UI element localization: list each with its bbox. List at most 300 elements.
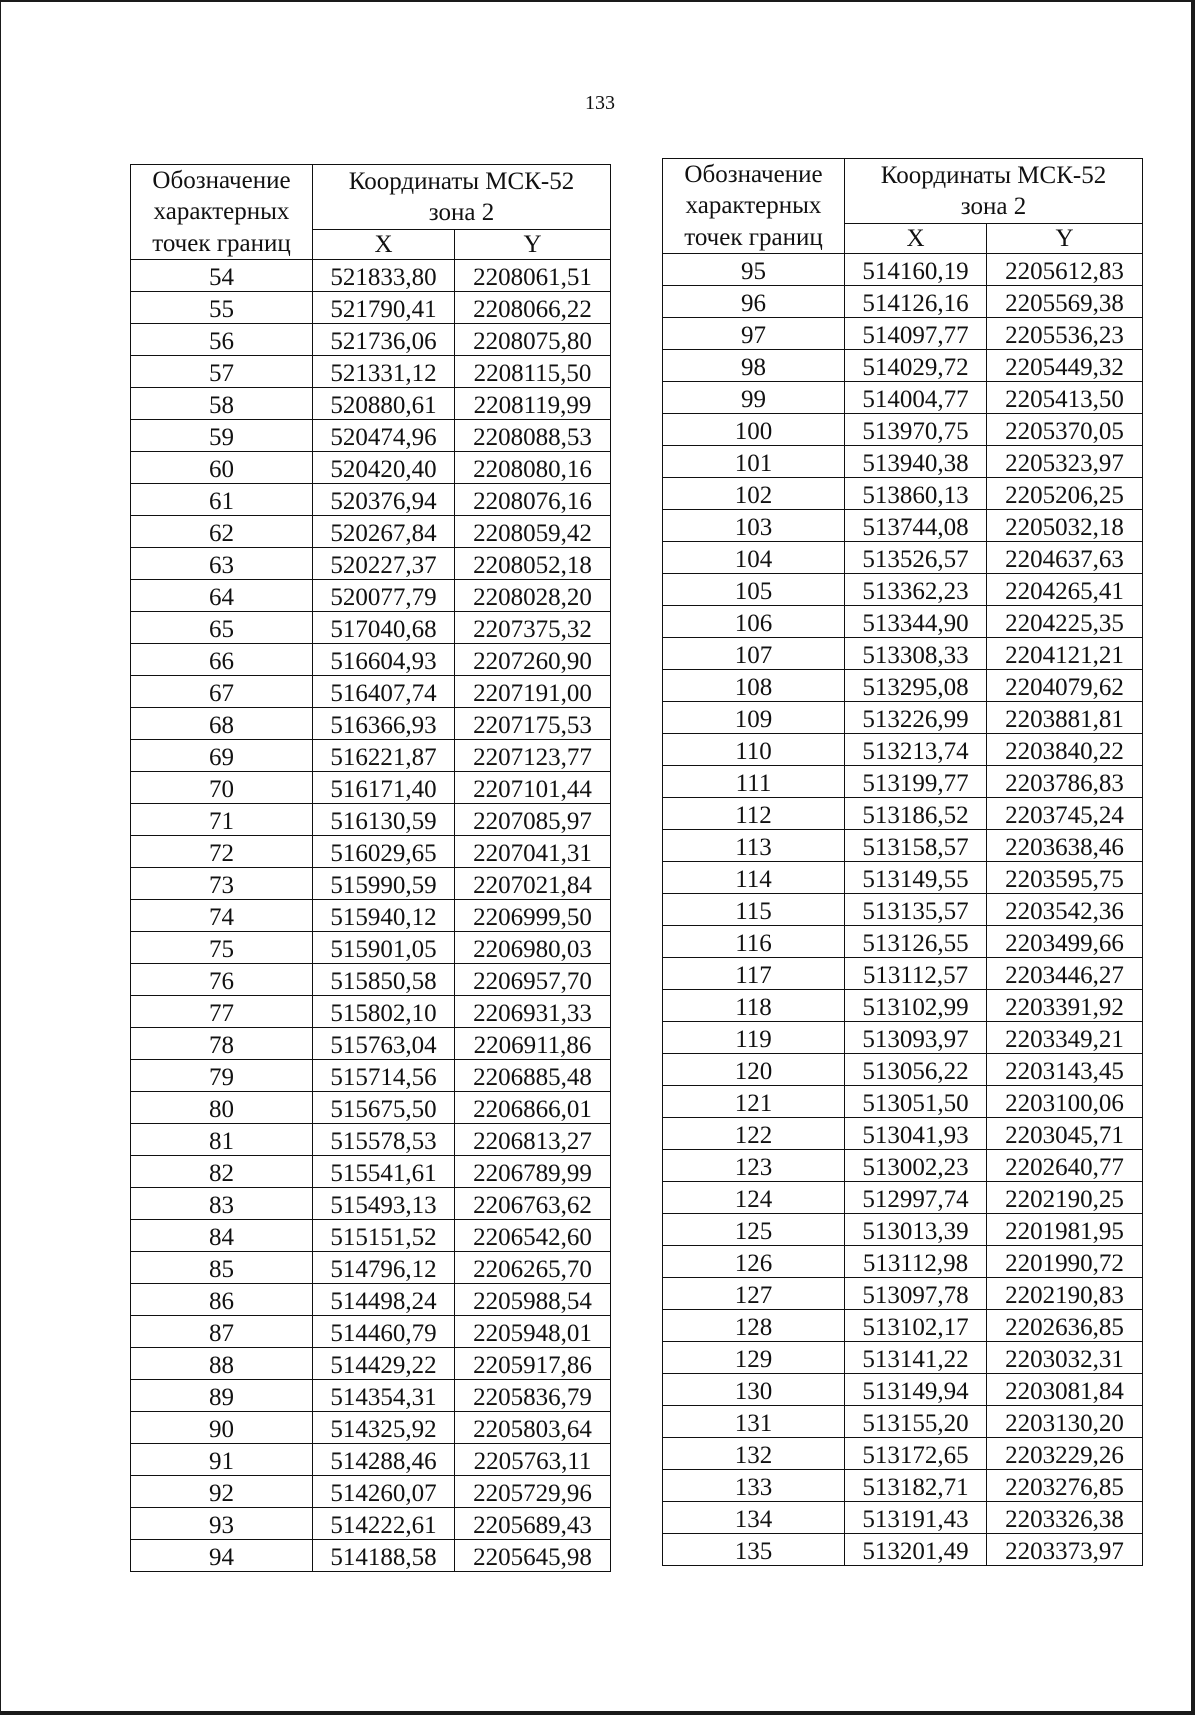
- y-coordinate-cell: 2207021,84: [455, 867, 611, 899]
- point-label-cell: 71: [131, 803, 313, 835]
- y-coordinate-cell: 2206789,99: [455, 1155, 611, 1187]
- y-coordinate-cell: 2208075,80: [455, 323, 611, 355]
- y-coordinate-cell: 2205536,23: [987, 317, 1143, 349]
- x-coordinate-cell: 514126,16: [845, 285, 987, 317]
- y-coordinate-cell: 2208119,99: [455, 387, 611, 419]
- table-row: [131, 483, 611, 515]
- point-label-cell: 90: [131, 1411, 313, 1443]
- y-coordinate-cell: 2206999,50: [455, 899, 611, 931]
- x-coordinate-cell: 521331,12: [313, 355, 455, 387]
- label-header-line: характерных: [685, 192, 822, 220]
- x-coordinate-cell: 513155,20: [845, 1405, 987, 1437]
- point-label-cell: 135: [663, 1533, 845, 1565]
- x-coordinate-cell: 521790,41: [313, 291, 455, 323]
- point-label-cell: 57: [131, 355, 313, 387]
- point-label-cell: 74: [131, 899, 313, 931]
- y-coordinate-cell: 2205569,38: [987, 285, 1143, 317]
- y-coordinate-cell: 2202190,83: [987, 1277, 1143, 1309]
- y-coordinate-cell: 2203638,46: [987, 829, 1143, 861]
- point-label-cell: 126: [663, 1245, 845, 1277]
- table-row: [663, 1181, 1143, 1213]
- point-label-cell: 68: [131, 707, 313, 739]
- x-coordinate-cell: 520267,84: [313, 515, 455, 547]
- y-coordinate-cell: 2203373,97: [987, 1533, 1143, 1565]
- table-row: [663, 349, 1143, 381]
- table-row: [663, 989, 1143, 1021]
- point-label-cell: 123: [663, 1149, 845, 1181]
- x-coordinate-cell: 515802,10: [313, 995, 455, 1027]
- table-row: [663, 829, 1143, 861]
- table-row: [131, 739, 611, 771]
- table-row: [131, 1059, 611, 1091]
- x-coordinate-cell: 513013,39: [845, 1213, 987, 1245]
- y-coordinate-cell: 2205836,79: [455, 1379, 611, 1411]
- point-label-cell: 108: [663, 669, 845, 701]
- y-coordinate-cell: 2207191,00: [455, 675, 611, 707]
- y-coordinate-cell: 2207260,90: [455, 643, 611, 675]
- point-label-cell: 80: [131, 1091, 313, 1123]
- x-coordinate-cell: 514460,79: [313, 1315, 455, 1347]
- x-coordinate-cell: 513135,57: [845, 893, 987, 925]
- table-row: [131, 291, 611, 323]
- y-coordinate-cell: 2203032,31: [987, 1341, 1143, 1373]
- y-coordinate-cell: 2203542,36: [987, 893, 1143, 925]
- x-coordinate-cell: 517040,68: [313, 611, 455, 643]
- label-header-line: точек границ: [152, 229, 291, 257]
- y-coordinate-cell: 2201981,95: [987, 1213, 1143, 1245]
- x-coordinate-cell: 516604,93: [313, 643, 455, 675]
- point-label-cell: 77: [131, 995, 313, 1027]
- table-row: [663, 1117, 1143, 1149]
- table-row: [663, 957, 1143, 989]
- table-row: [131, 899, 611, 931]
- y-coordinate-cell: 2203745,24: [987, 797, 1143, 829]
- point-label-cell: 132: [663, 1437, 845, 1469]
- table-row: [131, 1187, 611, 1219]
- point-label-cell: 100: [663, 413, 845, 445]
- point-label-cell: 83: [131, 1187, 313, 1219]
- y-coordinate-cell: 2201990,72: [987, 1245, 1143, 1277]
- y-coordinate-cell: 2205948,01: [455, 1315, 611, 1347]
- table-row: [663, 1501, 1143, 1533]
- x-coordinate-cell: 513186,52: [845, 797, 987, 829]
- x-coordinate-cell: 513295,08: [845, 669, 987, 701]
- y-coordinate-cell: 2205449,32: [987, 349, 1143, 381]
- point-label-cell: 128: [663, 1309, 845, 1341]
- x-coordinate-cell: 515493,13: [313, 1187, 455, 1219]
- y-coordinate-cell: 2203229,26: [987, 1437, 1143, 1469]
- point-label-cell: 107: [663, 637, 845, 669]
- point-label-cell: 58: [131, 387, 313, 419]
- x-coordinate-cell: 514796,12: [313, 1251, 455, 1283]
- x-coordinate-cell: 513940,38: [845, 445, 987, 477]
- table-row: [663, 861, 1143, 893]
- table-row: [131, 643, 611, 675]
- table-row: [131, 1507, 611, 1539]
- point-label-cell: 81: [131, 1123, 313, 1155]
- table-row: [131, 1283, 611, 1315]
- y-coordinate-cell: 2204637,63: [987, 541, 1143, 573]
- y-coordinate-cell: 2208028,20: [455, 579, 611, 611]
- y-coordinate-cell: 2204265,41: [987, 573, 1143, 605]
- point-label-cell: 120: [663, 1053, 845, 1085]
- point-label-cell: 92: [131, 1475, 313, 1507]
- point-label-cell: 114: [663, 861, 845, 893]
- coordinates-header: [845, 159, 1143, 224]
- table-row: [131, 835, 611, 867]
- point-label-cell: 70: [131, 771, 313, 803]
- x-coordinate-cell: 514004,77: [845, 381, 987, 413]
- y-coordinate-cell: 2205803,64: [455, 1411, 611, 1443]
- point-label-cell: 96: [663, 285, 845, 317]
- x-coordinate-cell: 521833,80: [313, 259, 455, 291]
- x-coordinate-cell: 514222,61: [313, 1507, 455, 1539]
- point-label-cell: 62: [131, 515, 313, 547]
- y-coordinate-cell: 2208066,22: [455, 291, 611, 323]
- point-label-cell: 97: [663, 317, 845, 349]
- y-coordinate-cell: 2208076,16: [455, 483, 611, 515]
- table-row: [663, 733, 1143, 765]
- table-row: [131, 387, 611, 419]
- x-coordinate-cell: 513051,50: [845, 1085, 987, 1117]
- y-coordinate-cell: 2203840,22: [987, 733, 1143, 765]
- y-coordinate-cell: 2203276,85: [987, 1469, 1143, 1501]
- point-label-cell: 82: [131, 1155, 313, 1187]
- x-coordinate-cell: 515990,59: [313, 867, 455, 899]
- point-label-cell: 99: [663, 381, 845, 413]
- y-coordinate-cell: 2205032,18: [987, 509, 1143, 541]
- x-coordinate-cell: 515940,12: [313, 899, 455, 931]
- point-label-cell: 133: [663, 1469, 845, 1501]
- coordinates-table-left: [130, 164, 611, 1572]
- y-coordinate-cell: 2203595,75: [987, 861, 1143, 893]
- table-row: [131, 707, 611, 739]
- y-coordinate-cell: 2205323,97: [987, 445, 1143, 477]
- x-coordinate-cell: 513172,65: [845, 1437, 987, 1469]
- x-coordinate-cell: 513213,74: [845, 733, 987, 765]
- point-label-cell: 101: [663, 445, 845, 477]
- table-row: [131, 323, 611, 355]
- x-coordinate-cell: 514029,72: [845, 349, 987, 381]
- table-row: [663, 1437, 1143, 1469]
- table-row: [131, 1027, 611, 1059]
- point-label-cell: 118: [663, 989, 845, 1021]
- x-coordinate-cell: 520474,96: [313, 419, 455, 451]
- x-coordinate-cell: 513362,23: [845, 573, 987, 605]
- y-coordinate-cell: 2203881,81: [987, 701, 1143, 733]
- x-coordinate-cell: 520227,37: [313, 547, 455, 579]
- table-row: [131, 803, 611, 835]
- y-coordinate-cell: 2208061,51: [455, 259, 611, 291]
- y-coordinate-cell: 2205729,96: [455, 1475, 611, 1507]
- coordinates-header-line2: зона 2: [428, 199, 495, 227]
- x-coordinate-cell: 513149,55: [845, 861, 987, 893]
- y-coordinate-cell: 2202190,25: [987, 1181, 1143, 1213]
- point-label-cell: 129: [663, 1341, 845, 1373]
- label-column-header: [131, 165, 313, 260]
- y-coordinate-cell: 2203130,20: [987, 1405, 1143, 1437]
- table-row: [131, 259, 611, 291]
- y-coordinate-cell: 2206911,86: [455, 1027, 611, 1059]
- table-row: [663, 637, 1143, 669]
- table-row: [663, 477, 1143, 509]
- y-coordinate-cell: 2203391,92: [987, 989, 1143, 1021]
- y-coordinate-cell: 2206980,03: [455, 931, 611, 963]
- point-label-cell: 88: [131, 1347, 313, 1379]
- coordinates-table-right: [662, 158, 1143, 1566]
- page-number: 133: [585, 92, 615, 114]
- table-row: [663, 317, 1143, 349]
- y-column-header: Y: [455, 230, 611, 260]
- table-row: [663, 1053, 1143, 1085]
- table-row: [131, 995, 611, 1027]
- left-table-body: [131, 259, 611, 1571]
- y-coordinate-cell: 2206957,70: [455, 963, 611, 995]
- point-label-cell: 111: [663, 765, 845, 797]
- x-coordinate-cell: 515714,56: [313, 1059, 455, 1091]
- table-row: [131, 1251, 611, 1283]
- y-coordinate-cell: 2203045,71: [987, 1117, 1143, 1149]
- table-row: [131, 419, 611, 451]
- x-coordinate-cell: 513158,57: [845, 829, 987, 861]
- table-row: [663, 925, 1143, 957]
- point-label-cell: 84: [131, 1219, 313, 1251]
- y-coordinate-cell: 2203499,66: [987, 925, 1143, 957]
- x-coordinate-cell: 513526,57: [845, 541, 987, 573]
- table-row: [131, 451, 611, 483]
- x-coordinate-cell: 513102,99: [845, 989, 987, 1021]
- y-coordinate-cell: 2205370,05: [987, 413, 1143, 445]
- table-row: [131, 1219, 611, 1251]
- point-label-cell: 61: [131, 483, 313, 515]
- point-label-cell: 86: [131, 1283, 313, 1315]
- y-coordinate-cell: 2207101,44: [455, 771, 611, 803]
- x-coordinate-cell: 515901,05: [313, 931, 455, 963]
- y-coordinate-cell: 2206931,33: [455, 995, 611, 1027]
- point-label-cell: 113: [663, 829, 845, 861]
- x-coordinate-cell: 513308,33: [845, 637, 987, 669]
- point-label-cell: 65: [131, 611, 313, 643]
- table-row: [131, 931, 611, 963]
- point-label-cell: 89: [131, 1379, 313, 1411]
- table-row: [663, 541, 1143, 573]
- x-coordinate-cell: 514160,19: [845, 253, 987, 285]
- point-label-cell: 63: [131, 547, 313, 579]
- point-label-cell: 119: [663, 1021, 845, 1053]
- point-label-cell: 127: [663, 1277, 845, 1309]
- table-row: [663, 1469, 1143, 1501]
- point-label-cell: 106: [663, 605, 845, 637]
- point-label-cell: 85: [131, 1251, 313, 1283]
- x-coordinate-cell: 513141,22: [845, 1341, 987, 1373]
- x-column-header: X: [845, 224, 987, 254]
- y-coordinate-cell: 2208080,16: [455, 451, 611, 483]
- coordinates-header: [313, 165, 611, 230]
- table-row: [131, 1315, 611, 1347]
- table-row: [663, 413, 1143, 445]
- table-row: [663, 253, 1143, 285]
- point-label-cell: 64: [131, 579, 313, 611]
- x-coordinate-cell: 513041,93: [845, 1117, 987, 1149]
- point-label-cell: 60: [131, 451, 313, 483]
- label-header-line: Обозначение: [152, 167, 291, 194]
- point-label-cell: 103: [663, 509, 845, 541]
- x-coordinate-cell: 516407,74: [313, 675, 455, 707]
- x-coordinate-cell: 515850,58: [313, 963, 455, 995]
- x-coordinate-cell: 515675,50: [313, 1091, 455, 1123]
- y-coordinate-cell: 2205413,50: [987, 381, 1143, 413]
- point-label-cell: 94: [131, 1539, 313, 1571]
- x-coordinate-cell: 512997,74: [845, 1181, 987, 1213]
- x-coordinate-cell: 513970,75: [845, 413, 987, 445]
- point-label-cell: 117: [663, 957, 845, 989]
- x-coordinate-cell: 514354,31: [313, 1379, 455, 1411]
- table-row: [663, 765, 1143, 797]
- point-label-cell: 122: [663, 1117, 845, 1149]
- y-coordinate-cell: 2206813,27: [455, 1123, 611, 1155]
- table-row: [663, 1085, 1143, 1117]
- y-coordinate-cell: 2206885,48: [455, 1059, 611, 1091]
- y-coordinate-cell: 2207175,53: [455, 707, 611, 739]
- y-coordinate-cell: 2205206,25: [987, 477, 1143, 509]
- table-row: [131, 1091, 611, 1123]
- x-coordinate-cell: 516221,87: [313, 739, 455, 771]
- x-coordinate-cell: 513860,13: [845, 477, 987, 509]
- right-table-body: [663, 253, 1143, 1565]
- x-coordinate-cell: 513182,71: [845, 1469, 987, 1501]
- table-row: [131, 1475, 611, 1507]
- x-coordinate-cell: 516130,59: [313, 803, 455, 835]
- point-label-cell: 115: [663, 893, 845, 925]
- point-label-cell: 124: [663, 1181, 845, 1213]
- y-coordinate-cell: 2205917,86: [455, 1347, 611, 1379]
- point-label-cell: 104: [663, 541, 845, 573]
- point-label-cell: 87: [131, 1315, 313, 1347]
- x-coordinate-cell: 514498,24: [313, 1283, 455, 1315]
- label-header-line: характерных: [153, 198, 290, 226]
- label-header-line: Обозначение: [684, 161, 823, 188]
- table-row: [663, 1309, 1143, 1341]
- y-coordinate-cell: 2206763,62: [455, 1187, 611, 1219]
- y-coordinate-cell: 2204225,35: [987, 605, 1143, 637]
- y-coordinate-cell: 2203143,45: [987, 1053, 1143, 1085]
- y-coordinate-cell: 2203349,21: [987, 1021, 1143, 1053]
- x-coordinate-cell: 514288,46: [313, 1443, 455, 1475]
- point-label-cell: 72: [131, 835, 313, 867]
- coordinates-header-line1: Координаты МСК-52: [880, 161, 1107, 189]
- x-coordinate-cell: 515541,61: [313, 1155, 455, 1187]
- x-coordinate-cell: 520880,61: [313, 387, 455, 419]
- point-label-cell: 76: [131, 963, 313, 995]
- table-row: [663, 1533, 1143, 1565]
- y-coordinate-cell: 2203326,38: [987, 1501, 1143, 1533]
- table-row: [663, 669, 1143, 701]
- table-row: [131, 1443, 611, 1475]
- table-row: [663, 605, 1143, 637]
- y-coordinate-cell: 2208115,50: [455, 355, 611, 387]
- point-label-cell: 130: [663, 1373, 845, 1405]
- x-coordinate-cell: 513126,55: [845, 925, 987, 957]
- point-label-cell: 131: [663, 1405, 845, 1437]
- label-column-header: [663, 159, 845, 254]
- coordinates-header-line1: Координаты МСК-52: [348, 167, 575, 195]
- x-coordinate-cell: 515151,52: [313, 1219, 455, 1251]
- x-coordinate-cell: 514429,22: [313, 1347, 455, 1379]
- x-coordinate-cell: 513112,57: [845, 957, 987, 989]
- table-row: [663, 1277, 1143, 1309]
- y-coordinate-cell: 2204121,21: [987, 637, 1143, 669]
- x-coordinate-cell: 520420,40: [313, 451, 455, 483]
- table-row: [131, 1347, 611, 1379]
- x-coordinate-cell: 520077,79: [313, 579, 455, 611]
- table-row: [131, 515, 611, 547]
- x-coordinate-cell: 516029,65: [313, 835, 455, 867]
- table-row: [131, 1539, 611, 1571]
- y-coordinate-cell: 2206542,60: [455, 1219, 611, 1251]
- x-coordinate-cell: 513056,22: [845, 1053, 987, 1085]
- y-coordinate-cell: 2207041,31: [455, 835, 611, 867]
- y-coordinate-cell: 2205988,54: [455, 1283, 611, 1315]
- x-coordinate-cell: 513093,97: [845, 1021, 987, 1053]
- point-label-cell: 54: [131, 259, 313, 291]
- x-coordinate-cell: 514188,58: [313, 1539, 455, 1571]
- point-label-cell: 78: [131, 1027, 313, 1059]
- table-row: [131, 579, 611, 611]
- table-row: [131, 1379, 611, 1411]
- table-row: [663, 797, 1143, 829]
- point-label-cell: 112: [663, 797, 845, 829]
- table-row: [663, 285, 1143, 317]
- table-row: [131, 1411, 611, 1443]
- point-label-cell: 56: [131, 323, 313, 355]
- point-label-cell: 93: [131, 1507, 313, 1539]
- table-row: [663, 1213, 1143, 1245]
- x-coordinate-cell: 513149,94: [845, 1373, 987, 1405]
- point-label-cell: 109: [663, 701, 845, 733]
- point-label-cell: 66: [131, 643, 313, 675]
- y-coordinate-cell: 2205612,83: [987, 253, 1143, 285]
- y-coordinate-cell: 2206866,01: [455, 1091, 611, 1123]
- table-row: [663, 1245, 1143, 1277]
- x-coordinate-cell: 513199,77: [845, 765, 987, 797]
- point-label-cell: 69: [131, 739, 313, 771]
- table-row: [131, 355, 611, 387]
- x-coordinate-cell: 513102,17: [845, 1309, 987, 1341]
- y-coordinate-cell: 2203100,06: [987, 1085, 1143, 1117]
- point-label-cell: 125: [663, 1213, 845, 1245]
- x-coordinate-cell: 513191,43: [845, 1501, 987, 1533]
- table-row: [131, 1123, 611, 1155]
- point-label-cell: 91: [131, 1443, 313, 1475]
- point-label-cell: 79: [131, 1059, 313, 1091]
- point-label-cell: 59: [131, 419, 313, 451]
- table-row: [131, 1155, 611, 1187]
- y-coordinate-cell: 2208059,42: [455, 515, 611, 547]
- y-coordinate-cell: 2203081,84: [987, 1373, 1143, 1405]
- y-coordinate-cell: 2208088,53: [455, 419, 611, 451]
- y-coordinate-cell: 2208052,18: [455, 547, 611, 579]
- x-coordinate-cell: 514097,77: [845, 317, 987, 349]
- point-label-cell: 110: [663, 733, 845, 765]
- y-coordinate-cell: 2203446,27: [987, 957, 1143, 989]
- x-coordinate-cell: 513201,49: [845, 1533, 987, 1565]
- y-coordinate-cell: 2207085,97: [455, 803, 611, 835]
- x-coordinate-cell: 513344,90: [845, 605, 987, 637]
- table-row: [663, 509, 1143, 541]
- table-row: [131, 771, 611, 803]
- table-row: [131, 547, 611, 579]
- x-coordinate-cell: 514325,92: [313, 1411, 455, 1443]
